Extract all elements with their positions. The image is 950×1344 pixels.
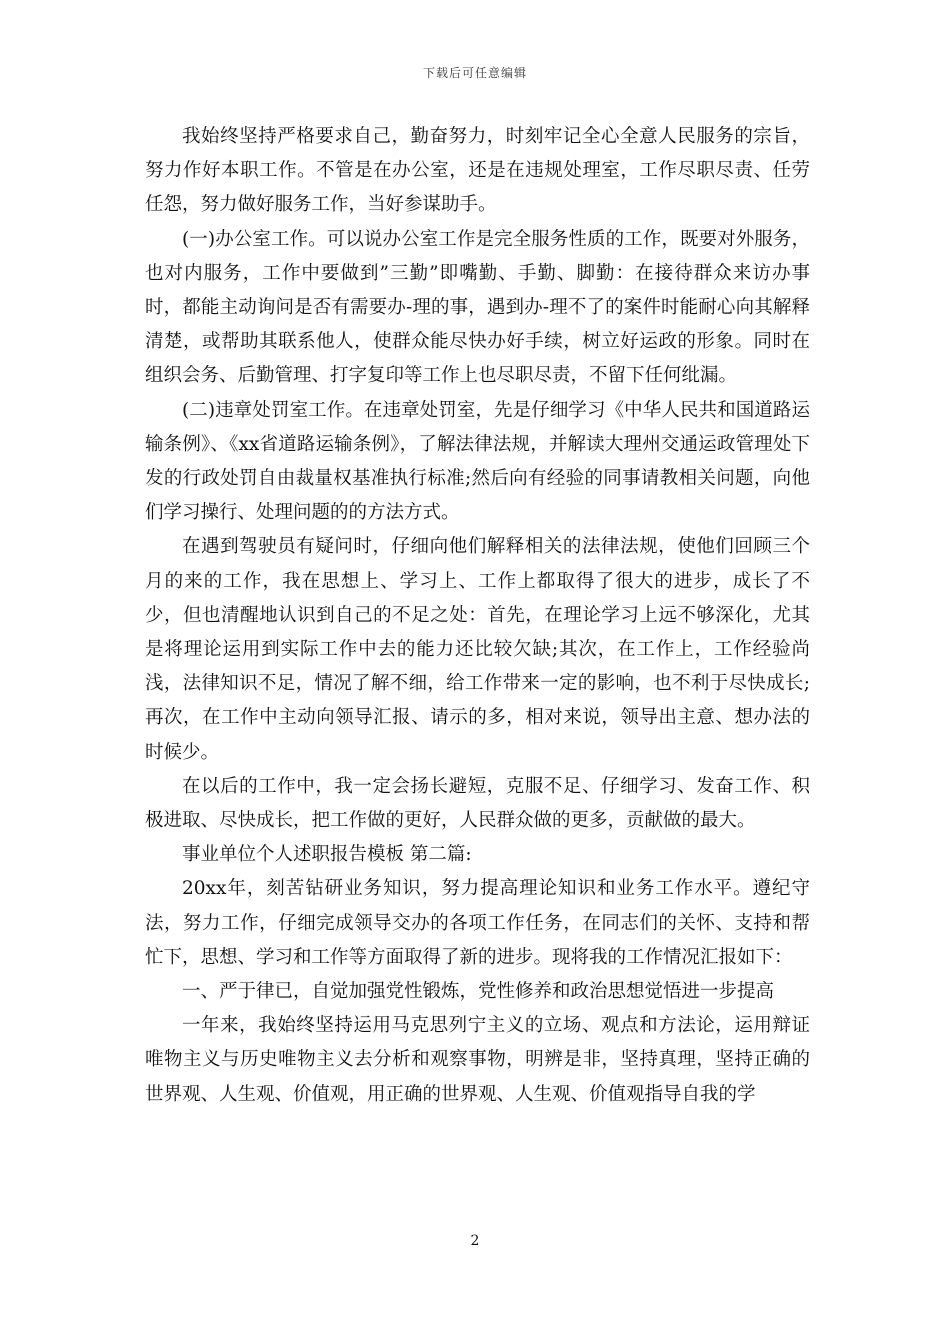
paragraph-1: 我始终坚持严格要求自己，勤奋努力，时刻牢记全心全意人民服务的宗旨，努力作好本职工作。不管是在办公室，还是在违规处理室，工作尽职尽责、任劳任怨，努力做好服务工作，当好参谋助手。 bbox=[145, 126, 810, 216]
section-title-second: 事业单位个人述职报告模板 第二篇: bbox=[182, 844, 472, 866]
page-number: 2 bbox=[470, 1233, 480, 1249]
paragraph-7: 20xx年，刻苦钻研业务知识，努力提高理论知识和业务工作水平。遵纪守法，努力工作，仔细完成领导交办的各项工作任务，在同志们的关怀、支持和帮忙下，思想、学习和工作等方面取得了新的进步。现将我的工作情况汇报如下： bbox=[145, 878, 810, 968]
paragraph-4: 在遇到驾驶员有疑问时，仔细向他们解释相关的法律法规，使他们回顾三个月的来的工作，我在思想上、学习上、工作上都取得了很大的进步，成长了不少，但也清醒地认识到自己的不足之处：首先，在理论学习上远不够深化，尤其是将理论运用到实际工作中去的能力还比较欠缺;其次，在工作上，工作经验尚浅，法律知识不足，情况了解不细，给工作带来一定的影响，也不利于尽快成长;再次，在工作中主动向领导汇报、请示的多，相对来说，领导出主意、想办法的时候少。 bbox=[145, 536, 810, 763]
page-header-note: 下载后可任意编辑 bbox=[422, 66, 527, 80]
section-heading-1: 一、严于律已，自觉加强党性锻炼，党性修养和政治思想觉悟进一步提高 bbox=[182, 981, 775, 1003]
paragraph-3: (二)违章处罚室工作。在违章处罚室，先是仔细学习《中华人民共和国道路运输条例》、《xx省道路运输条例》，了解法律法规，并解读大理州交通运政管理处下发的行政处罚自由裁量权基准执行标准;然后向有经验的同事请教相关问题，向他们学习操行、处理问题的的方法方式。 bbox=[145, 399, 810, 524]
paragraph-9: 一年来，我始终坚持运用马克思列宁主义的立场、观点和方法论，运用辩证唯物主义与历史唯物主义去分析和观察事物，明辨是非，坚持真理，坚持正确的世界观、人生观、价值观，用正确的世界观、人生观、价值观指导自我的学 bbox=[145, 1015, 810, 1105]
paragraph-2: (一)办公室工作。可以说办公室工作是完全服务性质的工作，既要对外服务，也对内服务，工作中要做到”三勤”即嘴勤、手勤、脚勤：在接待群众来访办事时，都能主动询问是否有需要办-理的事，遇到办-理不了的案件时能耐心向其解释清楚，或帮助其联系他人，使群众能尽快办好手续，树立好运政的形象。同时在组织会务、后勤管理、打字复印等工作上也尽职尽责，不留下任何纰漏。 bbox=[145, 228, 810, 387]
document-body bbox=[145, 120, 810, 1112]
paragraph-5: 在以后的工作中，我一定会扬长避短，克服不足、仔细学习、发奋工作、积极进取、尽快成长，把工作做的更好，人民群众做的更多，贡献做的最大。 bbox=[145, 775, 810, 832]
